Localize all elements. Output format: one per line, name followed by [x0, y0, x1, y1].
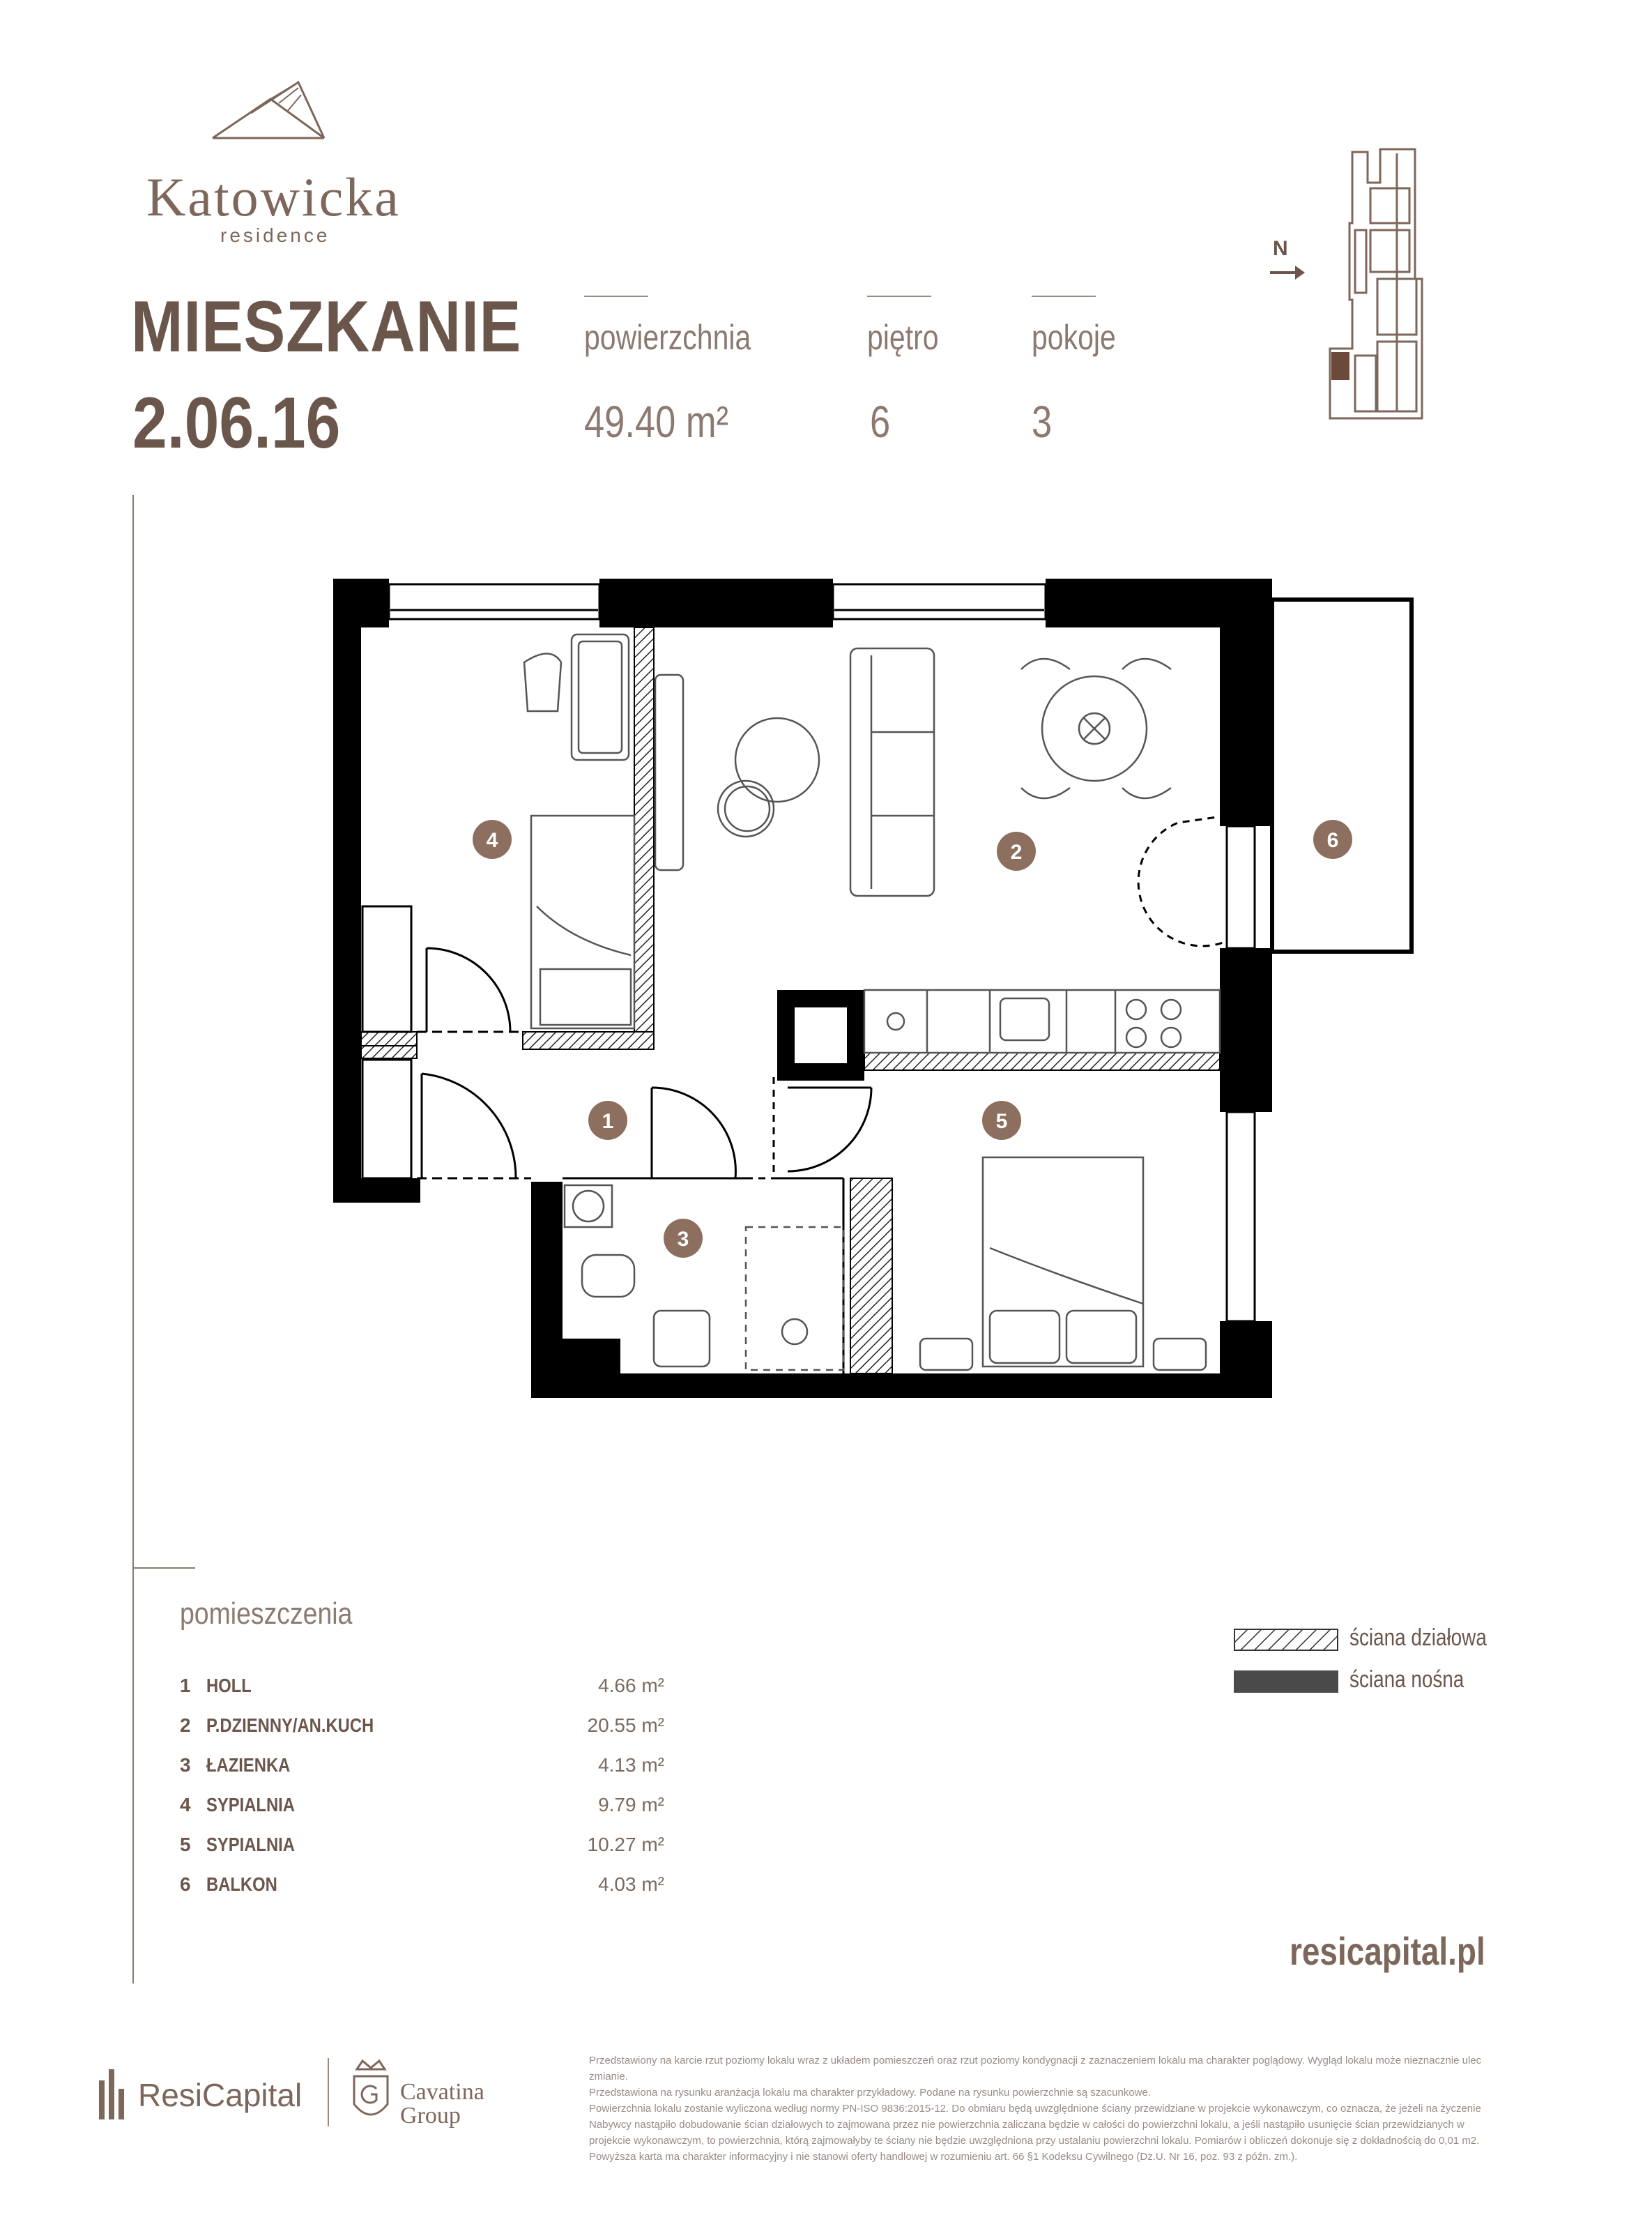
- brand-subtitle: residence: [220, 224, 330, 246]
- living-furniture: [718, 648, 1171, 896]
- disclaimer-paragraph: Przedstawiona na rysunku aranżacja lokalu ma charakter przykładowy. Podane na rysunku powierzchnie są szacunkowe.: [589, 2087, 1151, 2099]
- room-badge-6: [1313, 820, 1352, 859]
- bedroom5-furniture: [920, 1157, 1206, 1370]
- disclaimer-paragraph: Powierzchnia lokalu zostanie wyliczona według normy PN-ISO 9836:2015-12. Do obmiaru będą uwzględnione ściany przewidziane w projekcie wykonawczym, co oznacza, że jeżeli na życzenie Nabywcy nastąpiło dobudowanie ścian działowych to zajmowana przez nie powierzchnia zaliczana będzie w całości do powierzchni lokalu, a jeśli nastąpiło usunięcie ścian przewidzianych w projekcie wykonawczym, to powierzchnia, którą zajmowałyby te ściany nie będzie uwzględniona przy ustalaniu powierzchni lokalu. Pomiarów i obliczeń dokonuje się z dokładnością do 0,01 m2.: [589, 2103, 1481, 2147]
- room-badge-label: 5: [995, 1110, 1008, 1133]
- room-badge-label: 2: [1010, 841, 1023, 864]
- apartment-number: 2.06.16: [132, 383, 341, 464]
- stat-label-rooms: pokoje: [1032, 318, 1116, 357]
- disclaimer: [589, 2053, 1495, 2165]
- room-name: ŁAZIENKA: [206, 1754, 291, 1776]
- room-badge-5: [982, 1101, 1021, 1140]
- room-area: 4.66 m²: [598, 1675, 664, 1696]
- bedroom4-furniture: [524, 634, 683, 1028]
- disclaimer-paragraph: Przedstawiony na karcie rzut poziomy lokalu wraz z układem pomieszczeń oraz rzut poziomy kondygnacji z zaznaczeniem lokalu ma charakter poglądowy. Wygląd lokalu może nieznacznie ulec zmianie.: [589, 2055, 1482, 2082]
- balcony: [1272, 600, 1412, 952]
- room-badge-label: 3: [677, 1228, 689, 1251]
- room-badge-label: 6: [1326, 829, 1339, 852]
- rooms-divider: [132, 1567, 195, 1569]
- logo-divider: [328, 2058, 329, 2126]
- room-number: 3: [180, 1754, 191, 1776]
- kitchen-units: [864, 990, 1220, 1053]
- legend-loadbearing-swatch: [1234, 1670, 1338, 1693]
- cavatina-wordmark: [400, 2080, 484, 2128]
- compass-north-label: N: [1273, 237, 1288, 260]
- room-number: 6: [180, 1873, 191, 1895]
- legend-partition-swatch: [1234, 1629, 1338, 1651]
- stat-label-floor: piętro: [867, 318, 939, 357]
- room-badge-1: [588, 1101, 627, 1140]
- room-name: P.DZIENNY/AN.KUCH: [206, 1714, 374, 1736]
- room-area: 4.13 m²: [598, 1754, 664, 1776]
- legend-loadbearing-label: ściana nośna: [1349, 1666, 1464, 1693]
- room-name: BALKON: [206, 1873, 277, 1895]
- stat-value-area: 49.40 m²: [584, 397, 729, 447]
- load-bearing-walls: [333, 579, 1272, 1398]
- room-badge-4: [473, 820, 512, 859]
- room-badge-2: [997, 832, 1036, 871]
- stat-value-rooms: 3: [1032, 397, 1053, 447]
- rooms-heading: pomieszczenia: [180, 1597, 353, 1631]
- website-link[interactable]: resicapital.pl: [1290, 1929, 1485, 1973]
- stat-label-area: powierzchnia: [584, 318, 751, 357]
- room-area: 20.55 m²: [587, 1714, 664, 1736]
- cavatina-line1: Cavatina: [400, 2079, 484, 2105]
- room-number: 5: [180, 1834, 191, 1855]
- room-number: 4: [180, 1794, 191, 1815]
- room-number: 2: [180, 1714, 191, 1736]
- room-area: 10.27 m²: [587, 1834, 664, 1855]
- resicapital-wordmark: ResiCapital: [138, 2077, 303, 2113]
- room-name: SYPIALNIA: [206, 1794, 295, 1815]
- disclaimer-paragraph: Powyższa karta ma charakter informacyjny i nie stanowi oferty handlowej w rozumieniu art. 66 §1 Kodeksu Cywilnego (Dz.U. Nr 16, poz. 93 z późn. zm.).: [589, 2151, 1298, 2163]
- legend-partition-label: ściana działowa: [1349, 1624, 1487, 1651]
- room-name: HOLL: [206, 1675, 252, 1696]
- room-badge-label: 1: [602, 1110, 614, 1133]
- cavatina-crest-icon: [350, 2058, 392, 2126]
- room-badge-label: 4: [486, 829, 498, 852]
- room-area: 9.79 m²: [598, 1794, 664, 1815]
- brand-name: Katowicka: [146, 167, 401, 227]
- room-name: SYPIALNIA: [206, 1834, 295, 1855]
- stat-value-floor: 6: [870, 397, 891, 447]
- resicapital-bars-icon: [98, 2064, 132, 2121]
- room-number: 1: [180, 1675, 191, 1696]
- resicapital-logo: [98, 2064, 321, 2119]
- page-title: MIESZKANIE: [131, 287, 522, 367]
- cavatina-line2: Group: [400, 2103, 461, 2129]
- room-badge-3: [664, 1219, 703, 1258]
- room-area: 4.03 m²: [598, 1873, 664, 1895]
